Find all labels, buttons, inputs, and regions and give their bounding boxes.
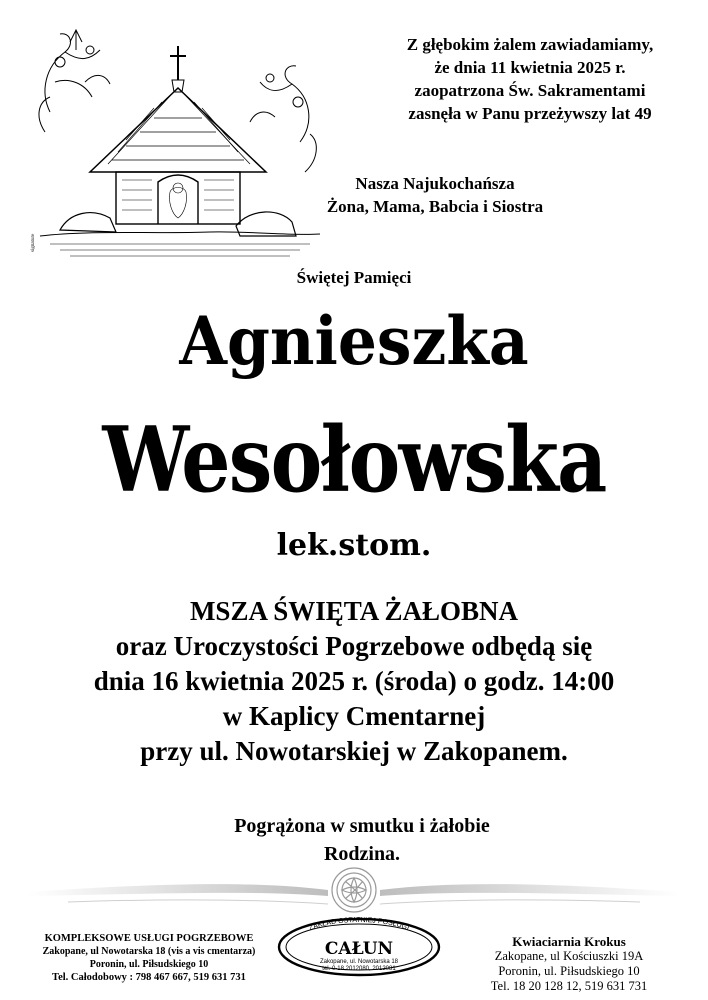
relation-line: Żona, Mama, Babcia i Siostra xyxy=(326,197,544,216)
logo-address: Zakopane, ul. Nowotarska 18 xyxy=(319,959,399,965)
ceremony-line: w Kaplicy Cmentarnej xyxy=(222,701,486,731)
flower-shop-line: Poronin, ul. Piłsudskiego 10 xyxy=(498,964,640,978)
floral-ornament-right xyxy=(250,66,316,172)
intro-line: że dnia 11 kwietnia 2025 r. xyxy=(434,58,626,77)
funeral-services-line: KOMPLEKSOWE USŁUGI POGRZEBOWE xyxy=(44,933,254,944)
memory-label: Świętej Pamięci xyxy=(296,268,412,287)
rosette-divider-ornament xyxy=(28,862,680,918)
floral-ornament-left xyxy=(39,30,110,132)
ceremony-line: oraz Uroczystości Pogrzebowe odbędą się xyxy=(115,631,593,661)
deceased-surname: Wesołowska xyxy=(102,407,606,513)
flower-shop-info xyxy=(436,934,702,994)
svg-text:ZAKŁAD OSTATNIEJ POSŁUGI xyxy=(308,917,410,932)
flower-shop-line: Tel. 18 20 128 12, 519 631 731 xyxy=(490,979,648,993)
logo-name: CAŁUN xyxy=(324,939,394,959)
intro-line: zasnęła w Panu przeżywszy lat 49 xyxy=(408,104,652,123)
ceremony-line: przy ul. Nowotarskiej w Zakopanem. xyxy=(140,736,568,766)
ceremony-details xyxy=(0,594,708,769)
ceremony-line: MSZA ŚWIĘTA ŻAŁOBNA xyxy=(189,596,519,626)
calun-logo xyxy=(272,916,446,978)
deceased-title: lek.stom. xyxy=(276,528,432,563)
funeral-services-line: Zakopane, ul Nowotarska 18 (vis a vis cmentarza) xyxy=(42,946,256,957)
closing-message xyxy=(0,812,708,868)
svg-text:signature: signature xyxy=(31,233,36,252)
deceased-first-name: Agnieszka xyxy=(179,302,529,380)
ceremony-line: dnia 16 kwietnia 2025 r. (środa) o godz. 14:00 xyxy=(93,666,615,696)
closing-line: Pogrążona w smutku i żałobie xyxy=(234,815,490,837)
logo-phone: tel. 0-18 2012080, 2012081 xyxy=(322,966,396,972)
intro-line: Z głębokim żalem zawiadamiamy, xyxy=(406,35,654,54)
intro-line: zaopatrzona Św. Sakramentami xyxy=(414,81,646,100)
flower-shop-line: Zakopane, ul Kościuszki 19A xyxy=(494,949,644,963)
chapel-sketch-illustration xyxy=(30,22,330,262)
funeral-services-line: Poronin, ul. Piłsudskiego 10 xyxy=(89,959,209,970)
funeral-services-phone: Tel. Całodobowy : 798 467 667, 519 631 731 xyxy=(52,972,246,983)
relation-line: Nasza Najukochańsza xyxy=(355,174,515,193)
funeral-services-info xyxy=(14,932,284,984)
logo-arc-text: ZAKŁAD OSTATNIEJ POSŁUGI xyxy=(308,916,411,933)
announcement-intro xyxy=(380,33,680,125)
flower-shop-name: Kwiaciarnia Krokus xyxy=(512,934,626,949)
closing-line: Rodzina. xyxy=(323,843,401,865)
family-relation xyxy=(300,172,570,218)
